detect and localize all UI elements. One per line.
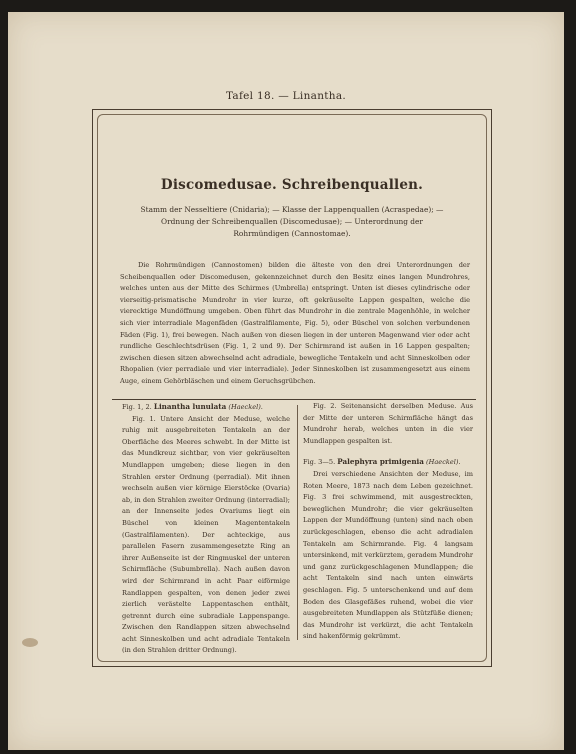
classification-subtitle: Stamm der Nesseltiere (Cnidaria); — Klasse der Lappenquallen (Acraspedae); — Ordnung der Schreibenquallen (Discomedusae); — Unterordnung der Rohrmündigen (Cannostomae). (140, 205, 444, 238)
column-divider (297, 405, 298, 640)
left-column (122, 401, 290, 657)
stain-mark (22, 638, 38, 647)
right-column (303, 401, 473, 643)
intro-paragraph: Die Rohrmündigen (Cannostomen) bilden die älteste von den drei Unterordnungen der Scheibenquallen oder Discomedusen, gekennzeichnet durch den Besitz eines langen Mundrohres, welches unten aus der Mitte des Schirmes (Umbrella) entspringt. Unten ist dieses cylindrische oder vierseitig-prismatische Mundrohr in vier kurze, oft gekräuselte Lappen gespalten, welche die vierecktige Mundöffnung umgeben. Oben führt das Mundrohr in die zentrale Magenhöhle, in welcher sich vier interradiale Magenfäden (Gastralfilamente, Fig. 5), oder Büschel von solchen verbundenen Fäden (Fig. 1), frei bewegen. Nach außen von diesen liegen in der unteren Magenwand vier oder acht rundliche Geschlechtsdrüsen (Fig. 1, 2 und 9). Der Schirmrand ist außen in 16 Lappen gespalten; zwischen diesen sitzen abwechselnd acht adradiale, bewegliche Tentakeln und acht Sinneskolben oder Rhopalien (vier perradiale und vier interradiale). Jeder Sinneskolben ist zusammengesetzt aus einem Auge, einem Gehörbläschen und einem Geruchsgrübchen. (120, 261, 470, 385)
inner-frame (97, 114, 487, 662)
fig-label: Fig. 3—5. (303, 458, 336, 467)
fig-heading-3-5 (303, 456, 473, 469)
text-frame (92, 109, 492, 667)
species-name: Linantha lunulata (153, 402, 227, 411)
plate-title: Tafel 18. — Linantha. (225, 90, 347, 102)
main-title: Discomedusae. Schreibenquallen. (160, 177, 424, 193)
fig-1-2-description: Fig. 1. Untere Ansicht der Meduse, welche ruhig mit ausgebreiteten Tentakeln an der Oberfläche des Meeres schwebt. In der Mitte ist das Mundkreuz sichtbar, von vier gekräuselten Mundlappen umgeben; diese liegen in den Strahlen erster Ordnung (perradial). Mit ihnen wechseln außen vier körnige Eierstöcke (Ovaria) ab, in den Strahlen zweiter Ordnung (interradial); an der Innenseite jedes Ovariums liegt ein Büschel von kleinen Magententakeln (Gastralfilamenten). Der achteckige, aus parallelen Fasern zusammengesetzte Ring an ihrer Außenseite ist der Ringmuskel der unteren Schirmfläche (Subumbrella). Nach außen davon wird der Schirmrand in acht Paar eiförmige Randlappen gespalten, von denen jeder zwei zierlich verästelte Lappentaschen enthält, getrennt durch eine subradiale Lappenspange. Zwischen den Randlappen sitzen abwechselnd acht Sinneskolben und acht adradiale Tentakeln (in den Strahlen dritter Ordnung). (122, 414, 290, 655)
species-author: (Haeckel). (426, 458, 461, 467)
fig-3-5-description: Drei verschiedene Ansichten der Meduse, im Roten Meere, 1873 nach dem Leben gezeichnet. Fig. 3 frei schwimmend, mit ausgestreckten, beweglichen Mundrohr; die vier gekräuselten Lappen der Mundöffnung (unten) sind nach oben zurückgeschlagen, ebenso die acht adradialen Tentakeln am Schirmrande. Fig. 4 langsam untersinkend, mit verkürztem, geradem Mundrohr und ganz zurückgeschlagenen Mundlappen; die acht Tentakeln sind nach unten einwärts geschlagen. Fig. 5 unterschenkend und auf dem Boden des Glasgefäßes ruhend, wobei die vier ausgebreiteten Mundlappen als Stützfüße dienen; das Mundrohr ist verkürzt, die acht Tentakeln sind hakenförmig gekrümmt. (303, 469, 473, 641)
species-author: (Haeckel). (228, 403, 263, 411)
species-name: Palephyra primigenia (337, 457, 424, 467)
fig-label: Fig. 1, 2. (122, 403, 152, 411)
fig-2-description: Fig. 2. Seitenansicht derselben Meduse. Aus der Mitte der unteren Schirmfläche hängt das Mundrohr herab, welches unten in die vier Mundlappen gespalten ist. (303, 402, 473, 445)
section-divider (112, 399, 476, 400)
paper-sheet (8, 12, 564, 750)
fig-heading-1-2 (122, 401, 290, 414)
